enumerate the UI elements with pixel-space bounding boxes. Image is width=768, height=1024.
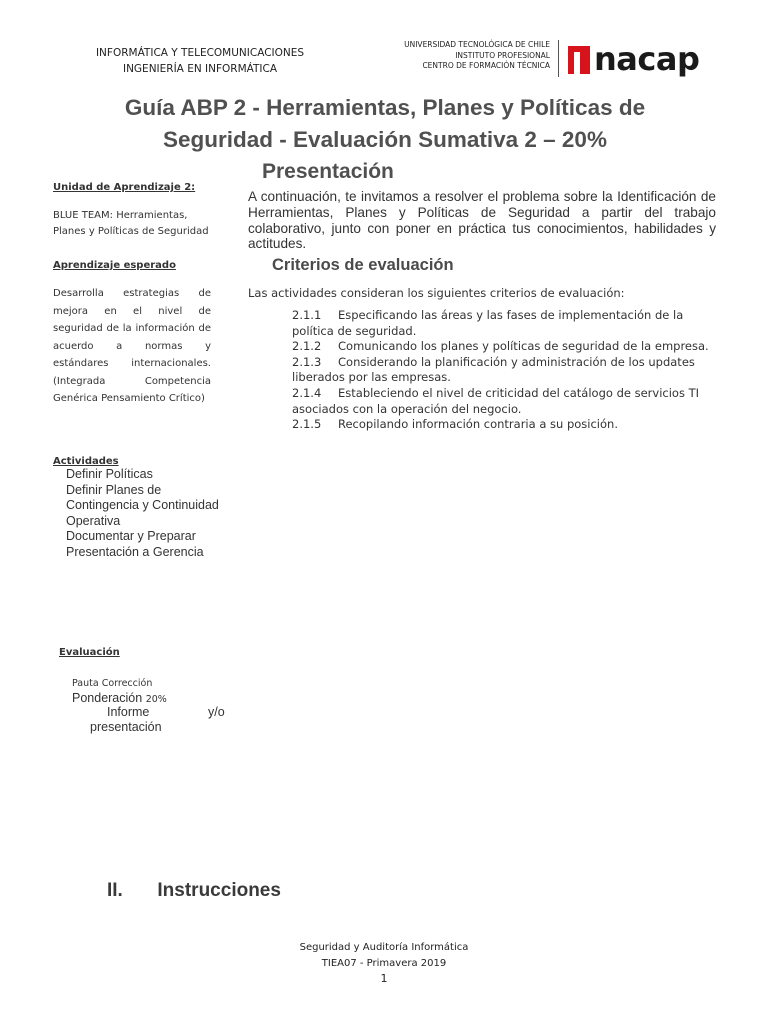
evaluacion-body [72, 678, 227, 734]
criterio-text: Considerando la planificación y administración de los updates liberados por las empresas. [292, 354, 695, 385]
criterio-item [292, 386, 717, 417]
pauta-label: Pauta Corrección [72, 678, 153, 689]
university-line-2: INSTITUTO PROFESIONAL [455, 50, 550, 60]
title-line-2: Seguridad - Evaluación Sumativa 2 – 20% [163, 127, 607, 152]
ponderacion-value: 20% [145, 694, 167, 705]
document-subtitle: Presentación [262, 160, 394, 183]
section-title: Instrucciones [157, 880, 281, 901]
criterio-number: 2.1.5 [292, 417, 322, 432]
unidad-heading: Unidad de Aprendizaje 2: [53, 182, 196, 193]
criterio-number: 2.1.3 [292, 354, 322, 369]
criterio-number: 2.1.2 [292, 339, 322, 354]
actividades-heading: Actividades [53, 456, 119, 467]
actividad-item: Documentar y Preparar Presentación a Gerencia [66, 529, 204, 559]
aprendizaje-heading: Aprendizaje esperado [53, 260, 176, 271]
document-title [80, 92, 690, 156]
unidad-body: BLUE TEAM: Herramientas, Planes y Políticas de Seguridad [53, 210, 209, 237]
unidad-section [53, 182, 211, 240]
criterio-text: Especificando las áreas y las fases de implementación de la política de seguridad. [292, 308, 684, 338]
intro-paragraph: A continuación, te invitamos a resolver el problema sobre la Identificación de Herramientas, Planes y Políticas de Seguridad a partir del trabajo colaborativo, junto con poner en práctica tus conocimientos, habilidades y actitudes. [248, 189, 716, 252]
presentacion-label: presentación [90, 720, 162, 734]
university-header [380, 40, 550, 72]
actividades-section [53, 456, 228, 560]
criterio-item [292, 355, 717, 386]
yo-label: y/o [208, 705, 225, 719]
university-line-3: CENTRO DE FORMACIÓN TÉCNICA [422, 61, 550, 70]
evaluacion-heading: Evaluación [59, 647, 120, 658]
criterio-number: 2.1.4 [292, 385, 322, 400]
page-number: 1 [380, 972, 388, 985]
criterios-intro: Las actividades consideran los siguientes criterios de evaluación: [248, 286, 625, 300]
department-header [60, 45, 340, 77]
footer-course: Seguridad y Auditoría Informática [299, 942, 469, 953]
ponderacion-label: Ponderación [72, 691, 143, 705]
criterio-item [292, 308, 717, 339]
title-line-1: Guía ABP 2 - Herramientas, Planes y Políticas de [124, 95, 646, 120]
logo-text: nacap [594, 40, 700, 78]
criterio-item [292, 339, 717, 355]
header-divider [558, 40, 559, 77]
criterio-text: Recopilando información contraria a su posición. [338, 417, 618, 432]
aprendizaje-body: Desarrolla estrategias de mejora en el nivel de seguridad de la información de acuerdo a normas y estándares internacionales. (Integrada Competencia Genérica Pensamiento Crítico) [53, 288, 211, 404]
informe-label: Informe [107, 705, 150, 719]
department-line-2: INGENIERÍA EN INFORMÁTICA [122, 63, 278, 75]
logo-mark-icon [568, 42, 594, 76]
criterio-text: Estableciendo el nivel de criticidad del catálogo de servicios TI asociados con la operación del negocio. [292, 385, 700, 416]
criterio-text: Comunicando los planes y políticas de seguridad de la empresa. [338, 339, 709, 354]
actividad-item: Definir Planes de Contingencia y Continuidad Operativa [66, 482, 219, 528]
section-number: II. [107, 880, 123, 901]
university-line-1: UNIVERSIDAD TECNOLÓGICA DE CHILE [404, 40, 550, 49]
actividad-item: Definir Políticas [66, 467, 153, 481]
footer-code: TIEA07 - Primavera 2019 [321, 957, 447, 969]
inacap-logo [568, 38, 699, 80]
criterios-list [292, 308, 717, 433]
section-heading [107, 880, 281, 902]
criterios-heading: Criterios de evaluación [272, 256, 454, 274]
criterio-item [292, 417, 717, 433]
criterio-number: 2.1.1 [292, 308, 322, 322]
page-footer [234, 940, 534, 987]
aprendizaje-section [53, 260, 211, 408]
department-line-1: INFORMÁTICA Y TELECOMUNICACIONES [95, 47, 305, 59]
